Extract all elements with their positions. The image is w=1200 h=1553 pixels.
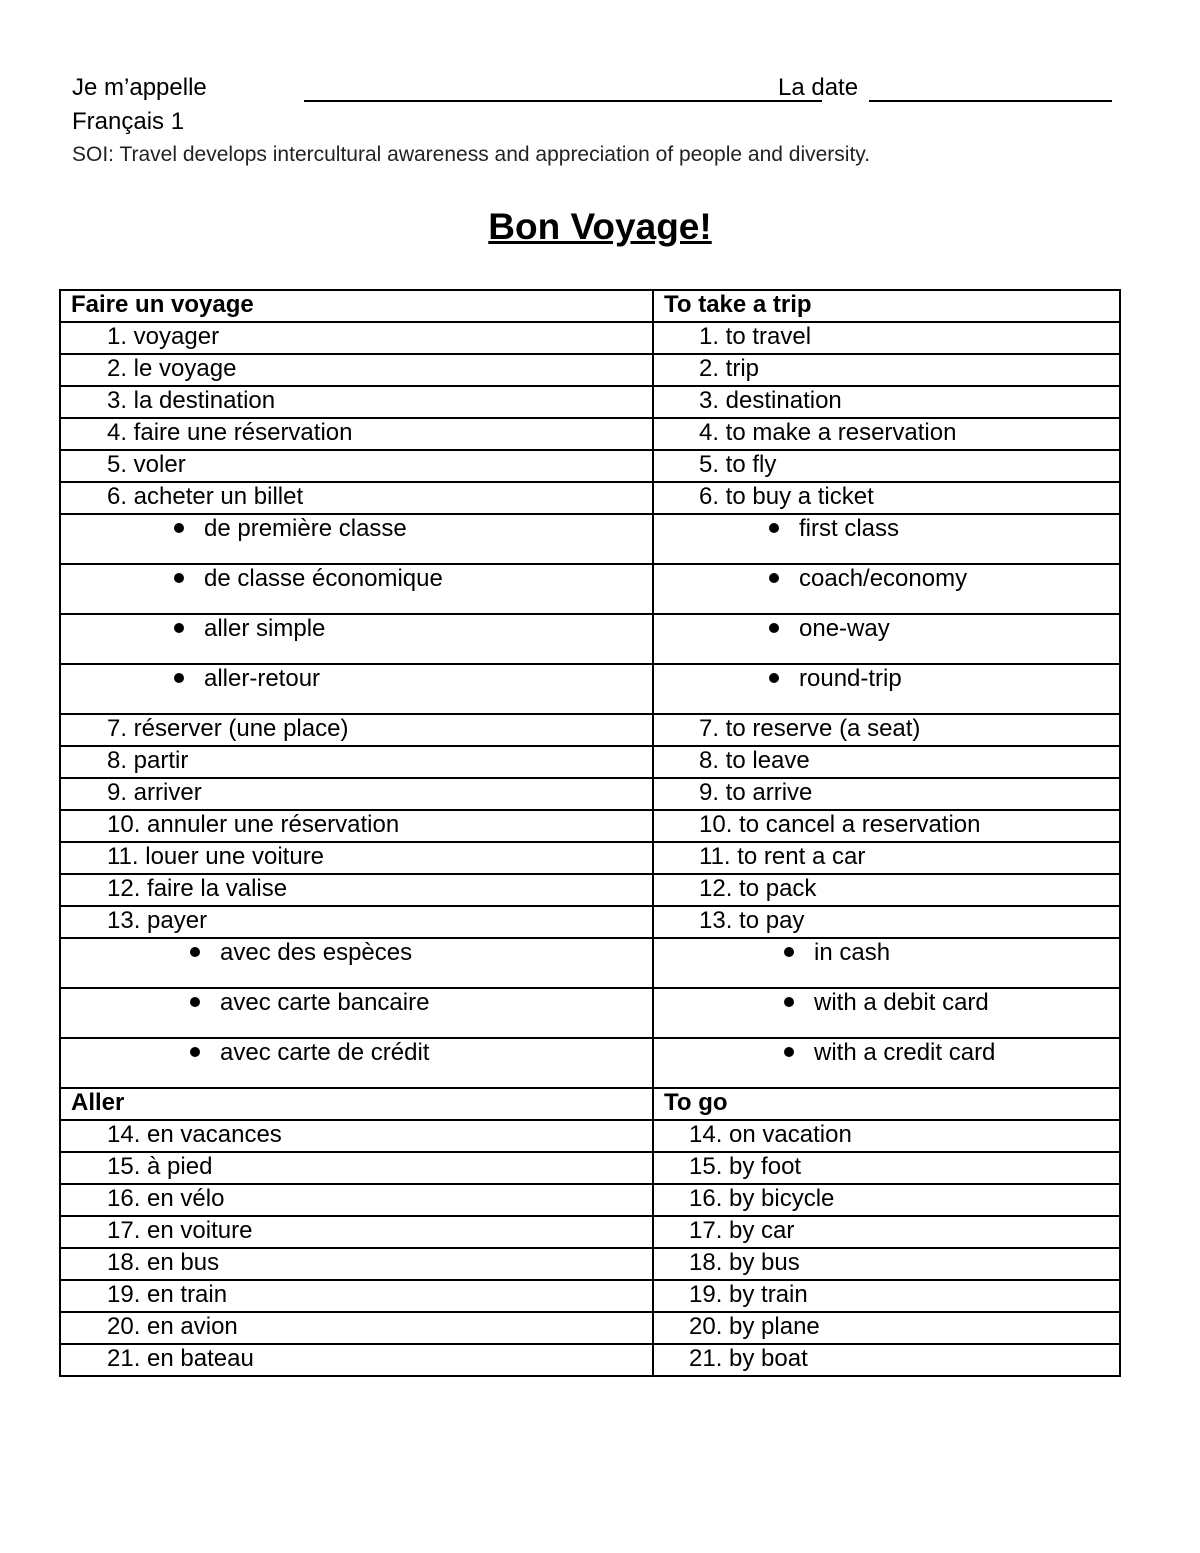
english-subitem: [653, 564, 1120, 614]
french-term: 17. en voiture: [60, 1216, 653, 1248]
table-row: [60, 1344, 1120, 1376]
english-term: 16. by bicycle: [653, 1184, 1120, 1216]
english-term: 18. by bus: [653, 1248, 1120, 1280]
french-term: 11. louer une voiture: [60, 842, 653, 874]
english-subitem: [653, 514, 1120, 564]
french-term: 15. à pied: [60, 1152, 653, 1184]
date-label: La date: [778, 74, 859, 101]
table-row: [60, 746, 1120, 778]
table-row: [60, 988, 1120, 1038]
table-row: [60, 614, 1120, 664]
table-row: [60, 322, 1120, 354]
french-term: 6. acheter un billet: [60, 482, 653, 514]
english-term: 4. to make a reservation: [653, 418, 1120, 450]
english-term: 12. to pack: [653, 874, 1120, 906]
bullet-icon: [769, 523, 779, 533]
table-row: [60, 1038, 1120, 1088]
section-header-fr: Faire un voyage: [60, 290, 653, 322]
french-term: 5. voler: [60, 450, 653, 482]
table-row: [60, 938, 1120, 988]
english-term: coach/economy: [799, 565, 968, 592]
table-row: [60, 842, 1120, 874]
bullet-icon: [174, 523, 184, 533]
bullet-icon: [769, 673, 779, 683]
bullet-icon: [190, 947, 200, 957]
french-term: 14. en vacances: [60, 1120, 653, 1152]
section-header-en: To go: [653, 1088, 1120, 1120]
english-term: 10. to cancel a reservation: [653, 810, 1120, 842]
bullet-icon: [190, 1047, 200, 1057]
bullet-icon: [190, 997, 200, 1007]
english-term: one-way: [799, 615, 890, 642]
table-row: [60, 664, 1120, 714]
english-subitem: [653, 664, 1120, 714]
french-term: 9. arriver: [60, 778, 653, 810]
table-row: [60, 1088, 1120, 1120]
french-subitem: [60, 514, 653, 564]
english-term: in cash: [814, 939, 891, 966]
french-term: 1. voyager: [60, 322, 653, 354]
bullet-icon: [174, 573, 184, 583]
english-subitem: [653, 988, 1120, 1038]
english-term: 7. to reserve (a seat): [653, 714, 1120, 746]
english-term: 21. by boat: [653, 1344, 1120, 1376]
bullet-icon: [784, 947, 794, 957]
table-row: [60, 386, 1120, 418]
french-term: avec des espèces: [220, 939, 413, 966]
english-term: 17. by car: [653, 1216, 1120, 1248]
english-subitem: [653, 614, 1120, 664]
section-header-fr: Aller: [60, 1088, 653, 1120]
french-term: 20. en avion: [60, 1312, 653, 1344]
english-term: with a credit card: [814, 1039, 996, 1066]
french-term: avec carte de crédit: [220, 1039, 430, 1066]
french-subitem: [60, 938, 653, 988]
bullet-icon: [769, 573, 779, 583]
name-blank-field[interactable]: [304, 74, 822, 102]
table-row: [60, 1120, 1120, 1152]
french-term: 2. le voyage: [60, 354, 653, 386]
french-term: 16. en vélo: [60, 1184, 653, 1216]
french-term: 3. la destination: [60, 386, 653, 418]
english-subitem: [653, 1038, 1120, 1088]
french-subitem: [60, 564, 653, 614]
english-term: 2. trip: [653, 354, 1120, 386]
table-row: [60, 450, 1120, 482]
bullet-icon: [784, 1047, 794, 1057]
table-row: [60, 1248, 1120, 1280]
table-row: [60, 1152, 1120, 1184]
french-term: 19. en train: [60, 1280, 653, 1312]
french-subitem: [60, 614, 653, 664]
table-row: [60, 1216, 1120, 1248]
english-term: 20. by plane: [653, 1312, 1120, 1344]
english-term: 13. to pay: [653, 906, 1120, 938]
english-term: 19. by train: [653, 1280, 1120, 1312]
table-row: [60, 778, 1120, 810]
french-term: 8. partir: [60, 746, 653, 778]
french-subitem: [60, 988, 653, 1038]
french-term: 4. faire une réservation: [60, 418, 653, 450]
course-name: Français 1: [72, 108, 185, 135]
table-row: [60, 564, 1120, 614]
english-term: 15. by foot: [653, 1152, 1120, 1184]
english-term: round-trip: [799, 665, 902, 692]
table-row: [60, 514, 1120, 564]
english-term: with a debit card: [814, 989, 989, 1016]
section-header-en: To take a trip: [653, 290, 1120, 322]
table-row: [60, 874, 1120, 906]
table-row: [60, 810, 1120, 842]
french-term: avec carte bancaire: [220, 989, 430, 1016]
english-term: 8. to leave: [653, 746, 1120, 778]
english-term: first class: [799, 515, 900, 542]
english-term: 5. to fly: [653, 450, 1120, 482]
table-row: [60, 1312, 1120, 1344]
english-subitem: [653, 938, 1120, 988]
bullet-icon: [769, 623, 779, 633]
english-term: 6. to buy a ticket: [653, 482, 1120, 514]
english-term: 14. on vacation: [653, 1120, 1120, 1152]
french-term: 7. réserver (une place): [60, 714, 653, 746]
table-row: [60, 290, 1120, 322]
soi-statement: SOI: Travel develops intercultural awareness and appreciation of people and diversity.: [72, 143, 871, 166]
bullet-icon: [174, 673, 184, 683]
table-row: [60, 418, 1120, 450]
english-term: 1. to travel: [653, 322, 1120, 354]
english-term: 11. to rent a car: [653, 842, 1120, 874]
table-row: [60, 482, 1120, 514]
table-row: [60, 906, 1120, 938]
table-row: [60, 1280, 1120, 1312]
vocabulary-table: [59, 289, 1121, 1377]
page-title: Bon Voyage!: [488, 206, 712, 247]
french-term: de classe économique: [204, 565, 443, 592]
french-term: aller-retour: [204, 665, 321, 692]
french-subitem: [60, 664, 653, 714]
bullet-icon: [174, 623, 184, 633]
french-term: aller simple: [204, 615, 326, 642]
french-subitem: [60, 1038, 653, 1088]
french-term: 13. payer: [60, 906, 653, 938]
french-term: de première classe: [204, 515, 407, 542]
french-term: 18. en bus: [60, 1248, 653, 1280]
date-blank-field[interactable]: [869, 74, 1112, 102]
name-label: Je m’appelle: [72, 74, 207, 101]
table-row: [60, 354, 1120, 386]
table-row: [60, 714, 1120, 746]
table-row: [60, 1184, 1120, 1216]
english-term: 3. destination: [653, 386, 1120, 418]
english-term: 9. to arrive: [653, 778, 1120, 810]
french-term: 10. annuler une réservation: [60, 810, 653, 842]
french-term: 12. faire la valise: [60, 874, 653, 906]
french-term: 21. en bateau: [60, 1344, 653, 1376]
bullet-icon: [784, 997, 794, 1007]
